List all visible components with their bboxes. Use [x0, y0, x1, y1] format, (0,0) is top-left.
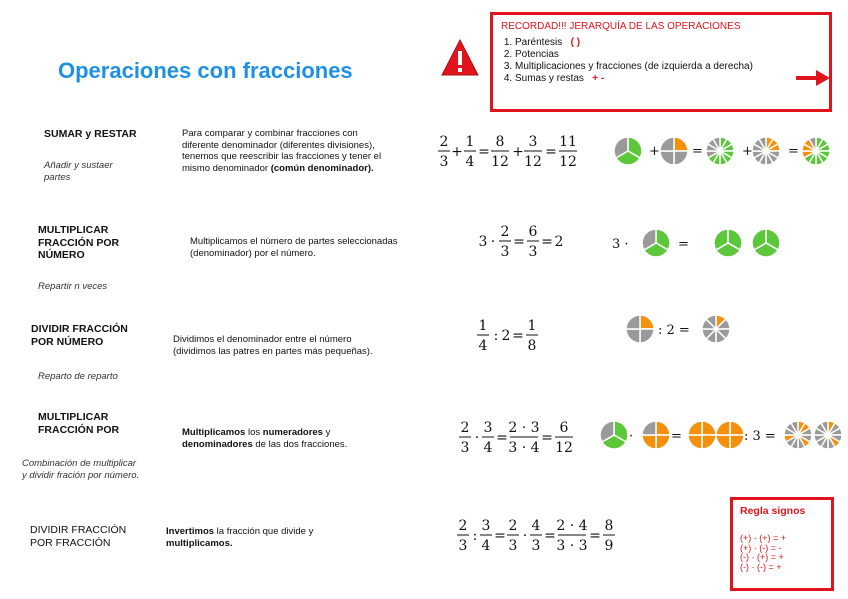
svg-text:·: · [522, 528, 528, 544]
svg-text:3: 3 [458, 538, 468, 554]
svg-text:3: 3 [460, 440, 470, 456]
sign-rules-title: Regla signos [740, 505, 806, 517]
op-three-times: 3 · [612, 237, 629, 252]
op-divide-two: : 2 = [658, 323, 690, 338]
page-title: Operaciones con fracciones [58, 58, 353, 83]
svg-text:4: 4 [481, 538, 491, 554]
svg-text:3: 3 [439, 154, 449, 170]
formula-mul-frac [458, 416, 588, 458]
svg-text:3: 3 [508, 538, 518, 554]
svg-text:3 · 4: 3 · 4 [508, 440, 540, 456]
sign-rule: (-) · (+) = + [740, 552, 784, 562]
svg-text:4: 4 [478, 338, 488, 354]
svg-text:4: 4 [465, 154, 475, 170]
svg-text:2 · 3: 2 · 3 [508, 420, 540, 436]
svg-text:2: 2 [554, 234, 564, 250]
svg-text:=: = [545, 144, 557, 160]
svg-text:8: 8 [527, 338, 537, 354]
sign-rule: (+) · (-) = - [740, 542, 782, 553]
svg-text:12: 12 [559, 154, 577, 170]
svg-text:2: 2 [439, 134, 449, 150]
op-dot: · [629, 429, 634, 444]
svg-text:3: 3 [478, 234, 488, 250]
arrow-right-icon [796, 70, 830, 86]
svg-text:12: 12 [524, 154, 542, 170]
svg-text:3: 3 [528, 244, 538, 260]
section-label-div-num: DIVIDIR FRACCIÓN POR NÚMERO [31, 323, 128, 348]
svg-text:8: 8 [495, 134, 505, 150]
svg-text::: : [493, 328, 499, 344]
svg-text:+: + [512, 144, 524, 160]
svg-text:1: 1 [478, 318, 488, 334]
op-equals: = [678, 237, 689, 252]
svg-text:·: · [474, 430, 480, 446]
svg-text:+: + [451, 144, 463, 160]
fraction-pie [752, 137, 780, 165]
svg-text:·: · [490, 234, 496, 250]
svg-text:6: 6 [559, 420, 569, 436]
svg-text:=: = [513, 234, 525, 250]
svg-text:=: = [541, 234, 553, 250]
hierarchy-item: 4. Sumas y restas + - [515, 73, 753, 85]
svg-text:3 · 3: 3 · 3 [556, 538, 588, 554]
formula-div-num [476, 316, 546, 356]
fraction-pie [642, 229, 670, 257]
fraction-pie [784, 421, 812, 449]
op-plus: + [742, 144, 753, 159]
operations-hierarchy-box [490, 12, 832, 112]
fraction-pie [642, 421, 670, 449]
hierarchy-item: 2. Potencias [515, 49, 753, 61]
pie-illustration-sum [612, 135, 834, 167]
svg-text:=: = [544, 528, 556, 544]
svg-text:2: 2 [460, 420, 470, 436]
svg-text:1: 1 [527, 318, 537, 334]
hierarchy-item: 1. Paréntesis ( ) [515, 37, 753, 49]
op-equals: = [671, 429, 682, 444]
section-sub-mul-num: Repartir n veces [38, 281, 108, 292]
formula-mul-num [476, 222, 576, 262]
svg-text:3: 3 [500, 244, 510, 260]
section-label-div-frac: DIVIDIR FRACCIÓN POR FRACCIÓN [30, 524, 127, 549]
svg-text:=: = [478, 144, 490, 160]
section-desc-mul-frac: Multiplicamos los numeradores y denominadores de las dos fracciones. [182, 427, 348, 450]
section-desc-mul-num: Multiplicamos el número de partes seleccionadas (denominador) por el número. [190, 236, 398, 259]
fraction-pie [614, 137, 642, 165]
hierarchy-header: RECORDAD!!! JERARQUÍA DE LAS OPERACIONES [501, 21, 741, 32]
svg-text:2: 2 [458, 518, 468, 534]
sign-rule: (+) · (+) = + [740, 533, 787, 543]
svg-text:=: = [541, 430, 553, 446]
section-desc-sum: Para comparar y combinar fracciones con diferente denominador (diferentes divisiones), tenemos que reescribir las fracciones y tener el mismo denominador (común denominador). [182, 128, 382, 174]
svg-text:8: 8 [604, 518, 614, 534]
sign-rule: (-) · (-) = + [740, 561, 782, 572]
warning-icon [440, 38, 480, 78]
op-equals: = [788, 144, 799, 159]
svg-text::: : [472, 528, 478, 544]
svg-text:6: 6 [528, 224, 538, 240]
svg-text:2: 2 [500, 224, 510, 240]
fraction-pie [600, 421, 628, 449]
op-plus: + [649, 144, 660, 159]
section-label-sum: SUMAR y RESTAR [44, 128, 137, 140]
fraction-pie [802, 137, 830, 165]
svg-text:=: = [512, 328, 524, 344]
fraction-pie [688, 421, 716, 449]
hierarchy-list [503, 37, 753, 85]
svg-text:=: = [496, 430, 508, 446]
section-label-mul-frac: MULTIPLICAR FRACCIÓN POR [38, 411, 120, 436]
section-desc-div-num: Dividimos el denominador entre el número (dividimos las patres en partes más pequeñas). [173, 334, 373, 357]
pie-illustration-mul-frac [598, 418, 846, 452]
pie-illustration-mul-num [610, 226, 790, 260]
fraction-pie [702, 315, 730, 343]
section-sub-mul-frac: Combinación de multiplicar y dividir fración por número. [22, 458, 140, 481]
fraction-pie [752, 229, 780, 257]
svg-text:12: 12 [555, 440, 573, 456]
fraction-pie [814, 421, 842, 449]
svg-text:4: 4 [483, 440, 493, 456]
svg-text:2 · 4: 2 · 4 [556, 518, 588, 534]
formula-sum [436, 128, 586, 176]
fraction-pie [714, 229, 742, 257]
svg-text:3: 3 [481, 518, 491, 534]
section-sub-div-num: Reparto de reparto [38, 371, 118, 382]
svg-text:4: 4 [531, 518, 541, 534]
sign-rules-list [740, 534, 786, 572]
svg-text:1: 1 [465, 134, 475, 150]
svg-text:3: 3 [531, 538, 541, 554]
svg-text:3: 3 [483, 420, 493, 436]
svg-text:2: 2 [501, 328, 511, 344]
svg-text:11: 11 [559, 134, 577, 150]
svg-text:=: = [589, 528, 601, 544]
section-sub-sum: Añadir y sustaer partes [44, 160, 113, 183]
op-equals: = [692, 144, 703, 159]
section-desc-div-frac: Invertimos la fracción que divide y multiplicamos. [166, 526, 314, 549]
sign-rules-box [730, 497, 834, 591]
svg-text:12: 12 [491, 154, 509, 170]
svg-text:=: = [494, 528, 506, 544]
hierarchy-item: 3. Multiplicaciones y fracciones (de izquierda a derecha) [515, 61, 753, 73]
fraction-pie [626, 315, 654, 343]
pie-illustration-div-num [624, 312, 734, 346]
fraction-pie [660, 137, 688, 165]
section-label-mul-num: MULTIPLICAR FRACCIÓN POR NÚMERO [38, 224, 120, 261]
fraction-pie [706, 137, 734, 165]
fraction-pie [716, 421, 744, 449]
formula-div-frac [456, 514, 626, 556]
op-divide-three: : 3 = [744, 429, 776, 444]
svg-text:3: 3 [528, 134, 538, 150]
svg-text:9: 9 [604, 538, 614, 554]
svg-text:2: 2 [508, 518, 518, 534]
